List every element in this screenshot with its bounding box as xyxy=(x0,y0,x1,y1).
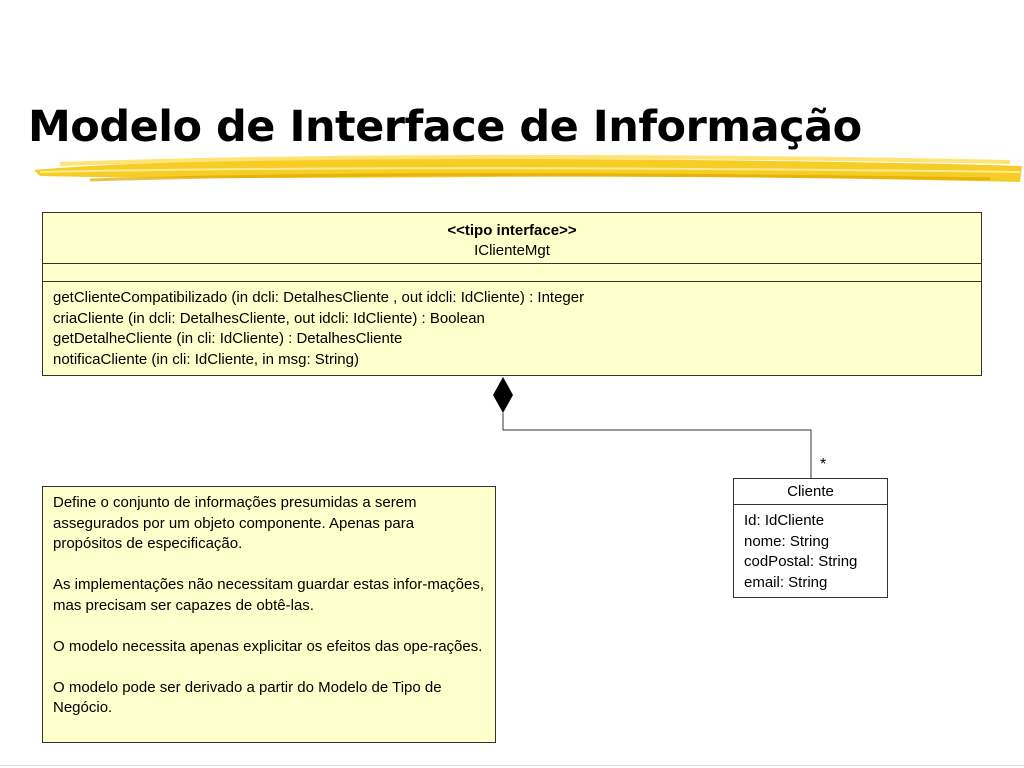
attribute-line: codPostal: String xyxy=(744,553,858,570)
slide-title: Modelo de Interface de Informação xyxy=(28,102,862,152)
operation-line: criaCliente (in dcli: DetalhesCliente, out idcli: IdCliente) : Boolean xyxy=(53,309,485,327)
interface-attributes-compartment xyxy=(43,264,981,282)
attribute-line: nome: String xyxy=(744,532,830,550)
interface-stereotype: <<tipo interface>> xyxy=(447,222,577,239)
note-paragraph: O modelo pode ser derivado a partir do Modelo de Tipo de Negócio. xyxy=(53,678,442,716)
note-paragraph: O modelo necessita apenas explicitar os efeitos das ope-rações. xyxy=(53,637,483,655)
interface-operations-compartment xyxy=(43,282,981,376)
association-multiplicity: * xyxy=(820,456,827,473)
operation-line: getClienteCompatibilizado (in dcli: DetalhesCliente , out idcli: IdCliente) : Integer xyxy=(53,289,585,306)
interface-class-iclientemgt xyxy=(42,212,982,376)
cliente-class-name: Cliente xyxy=(734,479,887,505)
interface-class-header xyxy=(43,213,981,264)
operation-line: getDetalheCliente (in cli: IdCliente) : DetalhesCliente xyxy=(53,330,403,347)
footer-divider xyxy=(0,765,1024,766)
composition-diamond-icon xyxy=(493,377,513,413)
operation-line: notificaCliente (in cli: IdCliente, in msg: String) xyxy=(53,350,359,368)
association-line xyxy=(503,413,811,478)
title-highlight-stroke xyxy=(30,152,1024,188)
note-paragraph: Define o conjunto de informações presumidas a serem assegurados por um objeto componente. Apenas para propósitos de especificação. xyxy=(53,494,417,552)
attribute-line: email: String xyxy=(744,573,828,591)
attribute-line: Id: IdCliente xyxy=(744,512,825,529)
description-note xyxy=(42,486,496,743)
interface-name: IClienteMgt xyxy=(474,242,550,259)
class-cliente xyxy=(733,478,888,598)
cliente-attributes-compartment xyxy=(734,505,887,599)
note-paragraph: As implementações não necessitam guardar estas infor-mações, mas precisam ser capazes de obtê-las. xyxy=(53,576,485,614)
